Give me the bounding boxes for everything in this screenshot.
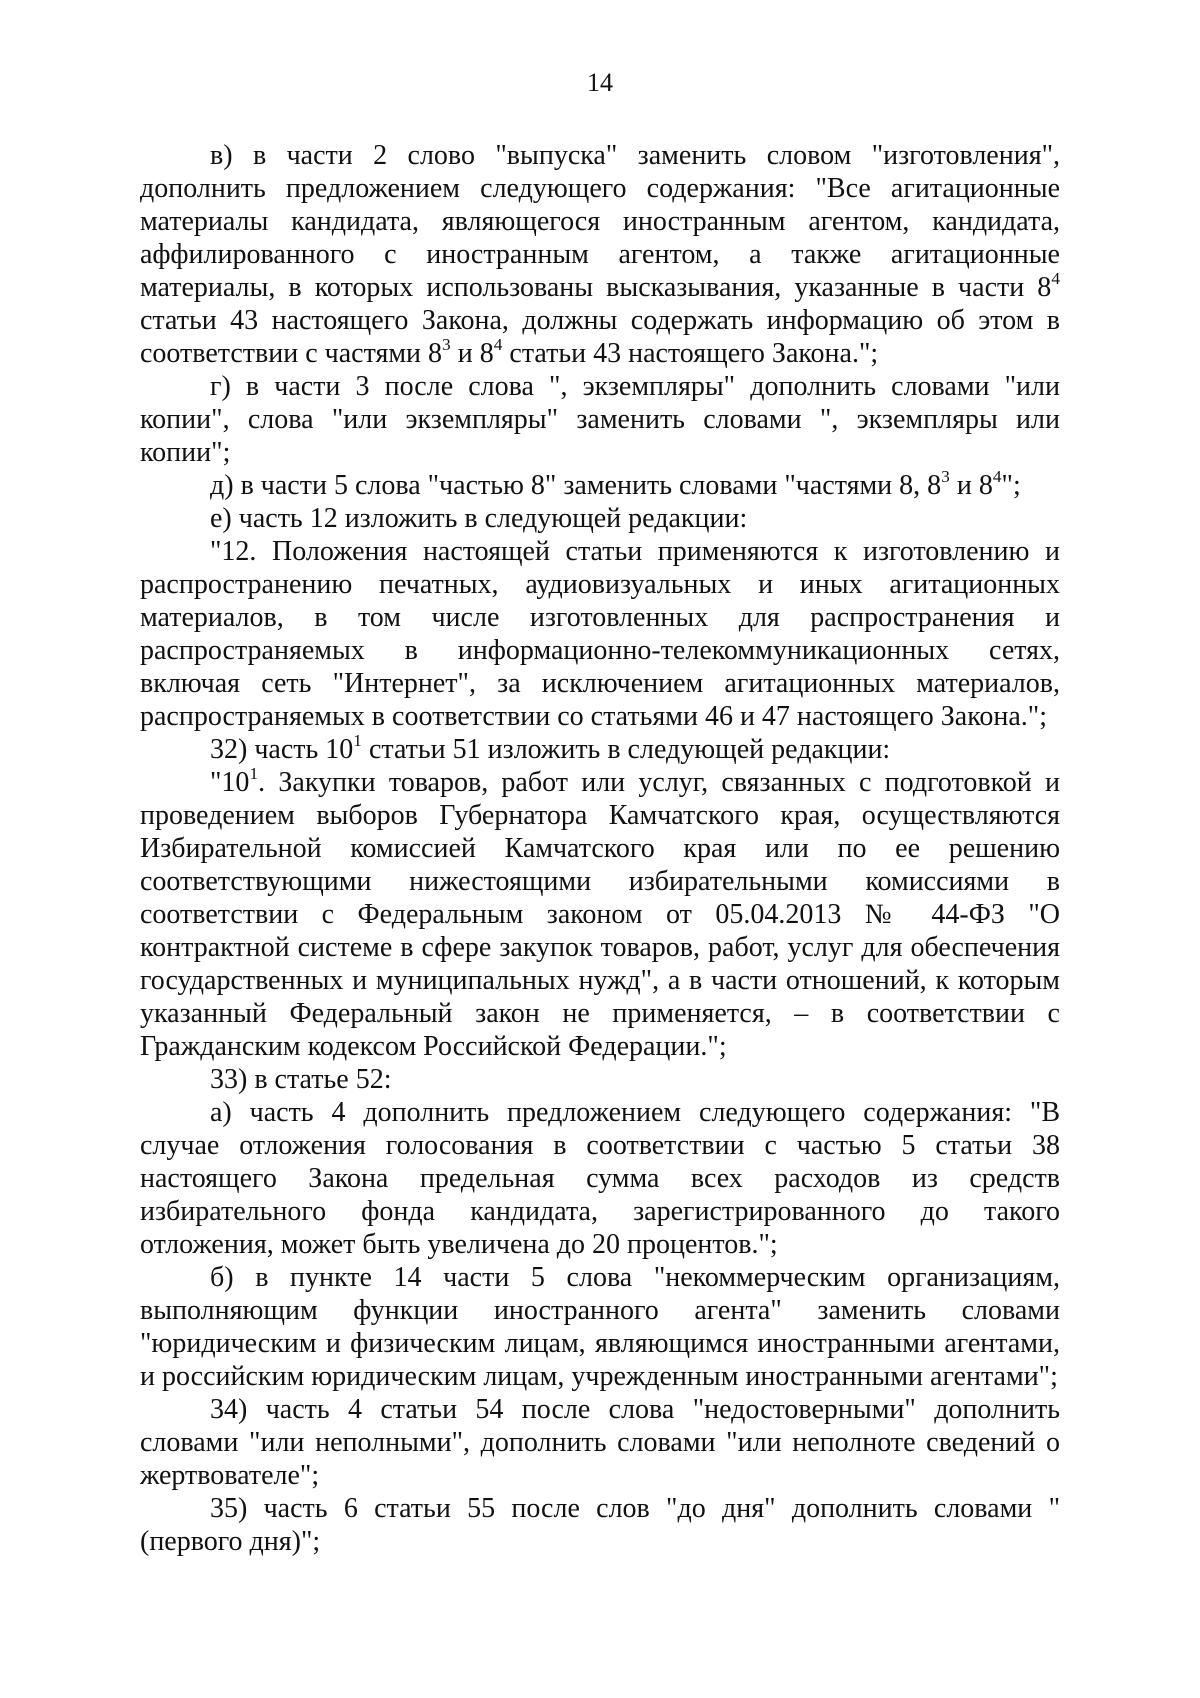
paragraph-a-part-4 (140, 1096, 1060, 1261)
superscript: 3 (941, 466, 950, 486)
paragraph-part-12-text (140, 535, 1060, 733)
paragraph-item-34 (140, 1393, 1060, 1492)
superscript: 1 (353, 730, 362, 750)
text-run: 35) часть 6 статьи 55 после слов "до дня" дополнить словами "(первого дня)"; (140, 1493, 1060, 1557)
text-run: а) часть 4 дополнить предложением следующего содержания: "В случае отложения голосования в соответствии с частью 5 статьи 38 настоящего Закона предельная сумма всех расходов из средств избирательного фонда кандидата, зарегистрированного до такого отложения, может быть увеличена до 20 процентов."; (140, 1097, 1060, 1260)
paragraph-g-part-3 (140, 370, 1060, 469)
page-number: 14 (587, 68, 613, 97)
text-run: статьи 43 настоящего Закона, должны содержать информацию об этом в соответствии с частями 8 (140, 305, 1060, 369)
paragraph-e-part-12 (140, 502, 1060, 535)
text-run: . Закупки товаров, работ или услуг, связанных с подготовкой и проведением выборов Губернатора Камчатского края, осуществляются Избирательной комиссией Камчатского края или по ее решению соответствующими нижестоящими избирательными комиссиями в соответствии с Федеральным законом от 05.04.2013 № 44-ФЗ "О контрактной системе в сфере закупок товаров, работ, услуг для обеспечения государственных и муниципальных нужд", а в части отношений, к которым указанный Федеральный закон не применяется, – в соответствии с Гражданским кодексом Российской Федерации."; (140, 767, 1060, 1062)
text-run: "; (1001, 470, 1021, 501)
text-run: е) часть 12 изложить в следующей редакции: (210, 503, 748, 534)
superscript: 1 (249, 763, 259, 783)
paragraph-b-point-14 (140, 1261, 1060, 1393)
paragraph-d-part-5 (140, 466, 1060, 502)
paragraph-part-10-1-text (140, 763, 1060, 1063)
text-run: и 8 (949, 470, 993, 501)
superscript: 4 (1051, 268, 1060, 288)
text-run: 33) в статье 52: (210, 1064, 392, 1095)
paragraph-item-32 (140, 730, 1060, 766)
text-run: в) в части 2 слово "выпуска" заменить словом "изготовления", дополнить предложением следующего содержания: "Все агитационные материалы кандидата, являющегося иностранным агентом, кандидата, аффилированного с иностранным агентом, а также агитационные материалы, в которых использованы высказывания, указанные в части 8 (140, 140, 1060, 303)
text-run: г) в части 3 после слова ", экземпляры" дополнить словами "или копии", слова "или экземпляры" заменить словами ", экземпляры или копии"; (140, 371, 1060, 468)
text-run: "10 (210, 767, 250, 798)
paragraph-item-35 (140, 1492, 1060, 1558)
paragraph-v-part-2 (140, 139, 1060, 370)
paragraph-item-33 (140, 1063, 1060, 1096)
text-run: д) в части 5 слова "частью 8" заменить словами "частями 8, 8 (210, 470, 942, 501)
superscript: 3 (442, 334, 451, 354)
text-run: 34) часть 4 статьи 54 после слова "недостоверными" дополнить словами "или неполными", дополнить словами "или неполноте сведений о жертвователе"; (140, 1394, 1060, 1491)
text-run: и 8 (450, 338, 494, 369)
text-run: б) в пункте 14 части 5 слова "некоммерческим организациям, выполняющим функции иностранного агента" заменить словами "юридическим и физическим лицам, являющимся иностранными агентами, и российским юридическим лицам, учрежденным иностранными агентами"; (140, 1262, 1060, 1392)
text-run: 32) часть 10 (210, 734, 354, 765)
text-run: статьи 51 изложить в следующей редакции: (361, 734, 891, 765)
superscript: 4 (992, 466, 1002, 486)
text-run: "12. Положения настоящей статьи применяются к изготовлению и распространению печатных, аудиовизуальных и иных агитационных материалов, в том числе изготовленных для распространения и распространяемых в информационно-телекоммуникационных сетях, включая сеть "Интернет", за исключением агитационных материалов, распространяемых в соответствии со статьями 46 и 47 настоящего Закона."; (140, 536, 1060, 732)
superscript: 4 (493, 334, 503, 354)
text-run: статьи 43 настоящего Закона."; (502, 338, 879, 369)
document-body (140, 139, 1060, 1558)
